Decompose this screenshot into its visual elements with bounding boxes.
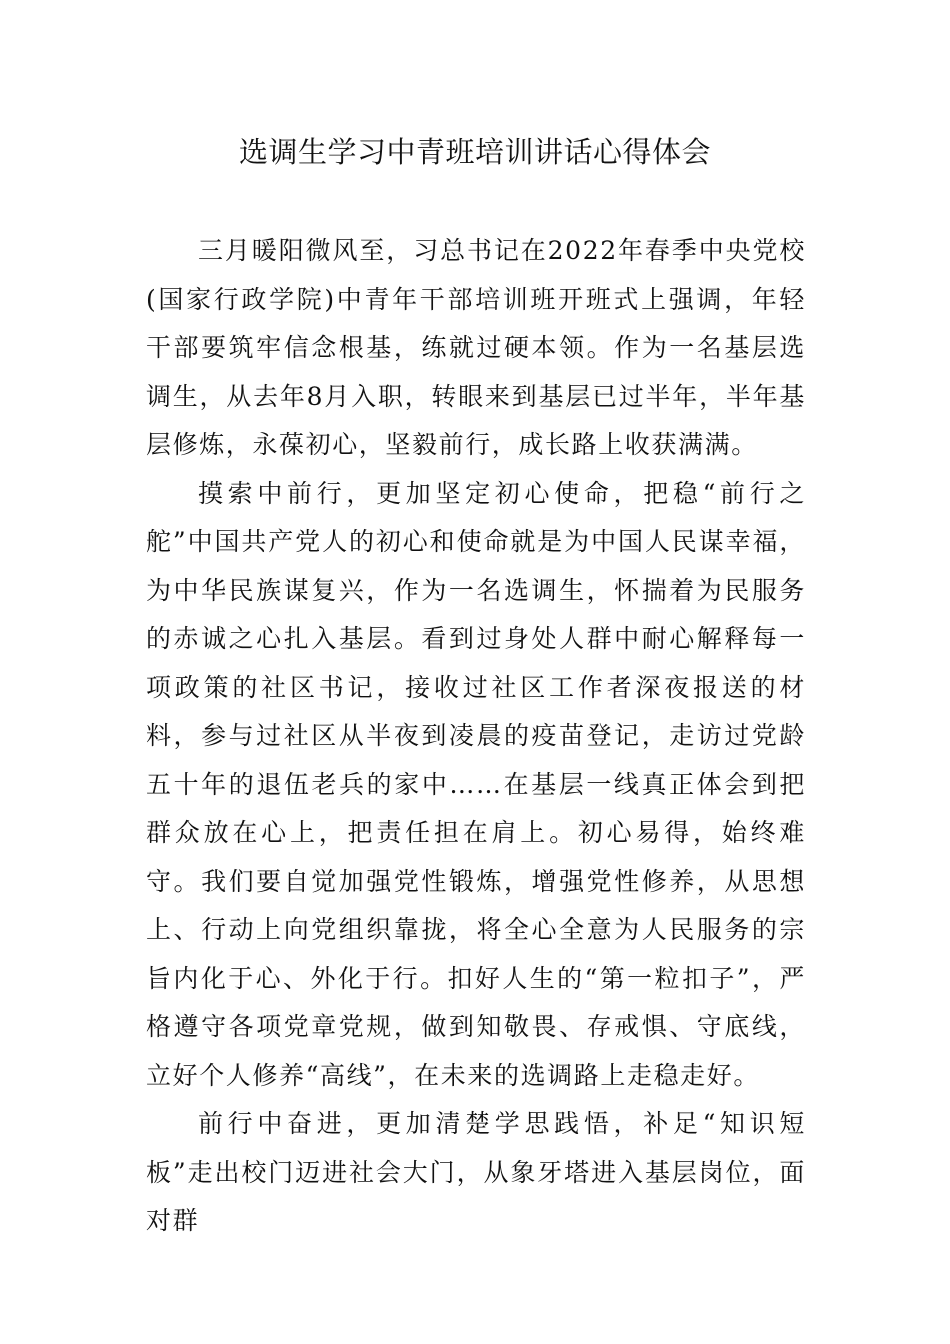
document-title: 选调生学习中青班培训讲话心得体会 [238, 135, 711, 169]
paragraph-3: 前行中奋进，更加清楚学思践悟，补足“知识短板”走出校门迈进社会大门，从象牙塔进入基层岗位，面对群 [146, 1109, 806, 1235]
paragraph-1: 三月暖阳微风至，习总书记在2022年春季中央党校(国家行政学院)中青年干部培训班开班式上强调，年轻干部要筑牢信念根基，练就过硬本领。作为一名基层选调生，从去年8月入职，转眼来到基层已过半年，半年基层修炼，永葆初心，坚毅前行，成长路上收获满满。 [146, 236, 806, 459]
paragraph-2: 摸索中前行，更加坚定初心使命，把稳“前行之舵”中国共产党人的初心和使命就是为中国人民谋幸福，为中华民族谋复兴，作为一名选调生，怀揣着为民服务的赤诚之心扎入基层。看到过身处人群中耐心解释每一项政策的社区书记，接收过社区工作者深夜报送的材料，参与过社区从半夜到凌晨的疫苗登记，走访过党龄五十年的退伍老兵的家中……在基层一线真正体会到把群众放在心上，把责任担在肩上。初心易得，始终难守。我们要自觉加强党性锻炼，增强党性修养，从思想上、行动上向党组织靠拢，将全心全意为人民服务的宗旨内化于心、外化于行。扣好人生的“第一粒扣子”，严格遵守各项党章党规，做到知敬畏、存戒惧、守底线，立好个人修养“高线”，在未来的选调路上走稳走好。 [146, 478, 806, 1090]
document-body [146, 227, 806, 1246]
